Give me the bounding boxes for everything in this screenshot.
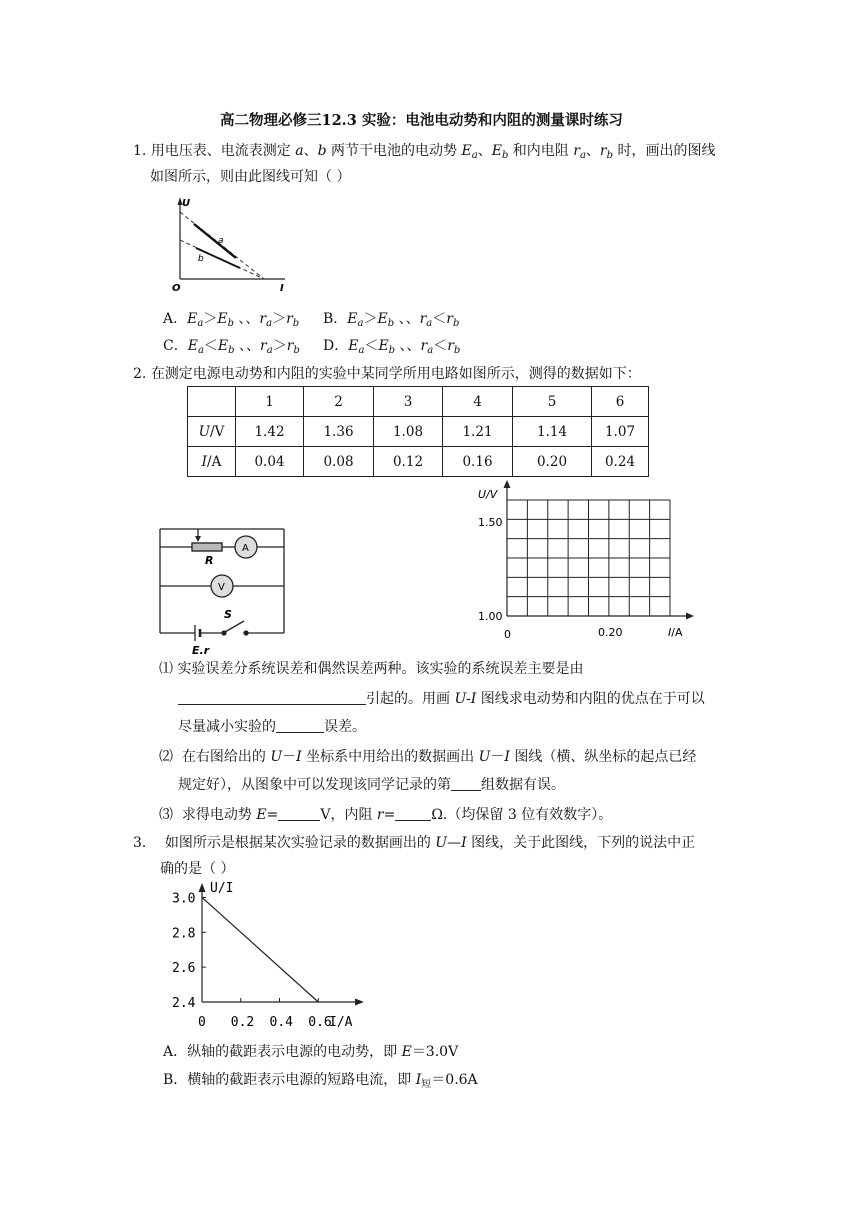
q1-option-c[interactable]: C．$E_a<E_b$ 、、$r_a>r_b$ (163, 338, 300, 356)
y-tick-label: 2.8 (172, 926, 196, 942)
page-title: 高二物理必修三12.3 实验：电池电动势和内阻的测量课时练习 (220, 112, 623, 129)
table-header: 5 (513, 387, 592, 417)
q1-graph-line-b: b (198, 254, 204, 264)
q3-line1: 3． 如图所示是根据某次实验记录的数据画出的 U—I 图线，关于此图线，下列的说法中正 (133, 835, 696, 851)
circuit-label-s: S (224, 608, 232, 621)
y-axis-label: U/I (210, 881, 234, 896)
table-cell: 0.24 (592, 447, 649, 477)
table-cell: 0.20 (513, 447, 592, 477)
table-cell: 1.36 (304, 417, 374, 447)
x-axis-label: I/A (329, 1015, 353, 1030)
blank-error-type[interactable] (276, 718, 324, 733)
q3-option-b[interactable]: B．横轴的截距表示电源的短路电流，即 $I_短=0.6A$ (163, 1072, 478, 1090)
q2-sub1-line3: 尽量减小实验的 误差。 (178, 719, 366, 735)
q3-line2: 确的是（ ） (160, 861, 235, 877)
table-row (188, 447, 649, 477)
table-row (188, 387, 649, 417)
table-cell: 1.14 (513, 417, 592, 447)
q2-sub2-line2: 规定好），从图象中可以发现该同学记录的第 组数据有误。 (178, 777, 565, 793)
blank-resistance[interactable] (395, 806, 431, 821)
q2-sub3: ⑶ 求得电动势 E= V，内阻 r= Ω.（均保留 3 位有效数字）。 (159, 807, 613, 823)
y-tick-label: 3.0 (172, 891, 196, 907)
grid-x-origin: 0 (504, 628, 511, 641)
grid-y-bottom: 1.00 (478, 610, 503, 623)
q3-chart (168, 880, 368, 1030)
q1-graph (170, 195, 300, 295)
table-cell: 1.07 (592, 417, 649, 447)
grid-y-top: 1.50 (478, 516, 503, 529)
voltmeter-icon: V (218, 582, 225, 593)
q3-option-a[interactable]: A．纵轴的截距表示电源的电动势，即 E＝3.0V (163, 1044, 459, 1060)
q1-graph-y-label: U (182, 198, 191, 209)
q2-sub1-line1: ⑴ 实验误差分系统误差和偶然误差两种。该实验的系统误差主要是由 (159, 661, 584, 677)
table-cell: 1.08 (374, 417, 443, 447)
ammeter-icon: A (242, 543, 249, 554)
q2-circuit-diagram (152, 525, 292, 660)
q1-graph-x-label: I (280, 283, 284, 294)
x-tick-label: 0.6 (308, 1015, 332, 1030)
table-header: 4 (443, 387, 513, 417)
table-header: 1 (236, 387, 304, 417)
x-tick-label: 0.4 (269, 1015, 293, 1030)
q1-option-a[interactable]: A．$E_a>E_b$ 、、$r_a>r_b$ (163, 311, 300, 329)
table-cell: 1.42 (236, 417, 304, 447)
grid-x-label: I/A (668, 626, 683, 639)
y-tick-label: 2.4 (172, 996, 196, 1011)
blank-system-error[interactable] (178, 690, 366, 705)
table-row (188, 417, 649, 447)
q2-data-table (187, 386, 649, 477)
table-cell: 0.08 (304, 447, 374, 477)
q2-grid-graph (470, 478, 700, 644)
table-cell: 0.16 (443, 447, 513, 477)
row-label-u: U/V (188, 417, 236, 447)
y-axis-arrow (199, 883, 206, 892)
circuit-label-r: R (205, 554, 214, 567)
q1-text-line2: 如图所示，则由此图线可知（ ） (150, 169, 351, 185)
table-header: 2 (304, 387, 374, 417)
q2-stem: 2. 在测定电源电动势和内阻的实验中某同学所用电路如图所示，测得的数据如下： (133, 366, 641, 382)
table-header: 3 (374, 387, 443, 417)
grid-x-mark: 0.20 (598, 626, 623, 639)
table-cell: 0.12 (374, 447, 443, 477)
q1-option-b[interactable]: B．$E_a>E_b$ 、、$r_a<r_b$ (323, 311, 460, 329)
q2-sub1-line2: 引起的。用画 U-I 图线求电动势和内阻的优点在于可以 (178, 688, 705, 708)
q1-graph-origin: O (172, 283, 181, 294)
table-header: 6 (592, 387, 649, 417)
table-cell: 0.04 (236, 447, 304, 477)
q1-text-line1: 1. 用电压表、电流表测定 a、b 两节干电池的电动势 $E_a$、$E_b$ 和内电阻 $r_a$、$r_b$ 时，画出的图线 (133, 143, 716, 161)
q1-graph-line-a: a (218, 236, 224, 246)
table-cell: 1.21 (443, 417, 513, 447)
y-tick-label: 2.6 (172, 961, 196, 977)
q2-sub2-line1: ⑵ 在右图给出的 U－I 坐标系中用给出的数据画出 U－I 图线（横、纵坐标的起点已经 (159, 749, 697, 765)
q1-option-d[interactable]: D．$E_a<E_b$ 、、$r_a<r_b$ (323, 338, 461, 356)
series-line (202, 897, 318, 1002)
row-label-i: I/A (188, 447, 236, 477)
x-axis-arrow (355, 999, 364, 1006)
x-tick-label: 0.2 (230, 1015, 255, 1030)
grid-y-label: U/V (478, 488, 498, 501)
blank-wrong-group[interactable] (451, 776, 481, 791)
circuit-label-source: E.r (192, 644, 210, 657)
blank-emf[interactable] (278, 806, 320, 821)
x-tick-label: 0 (198, 1015, 206, 1030)
